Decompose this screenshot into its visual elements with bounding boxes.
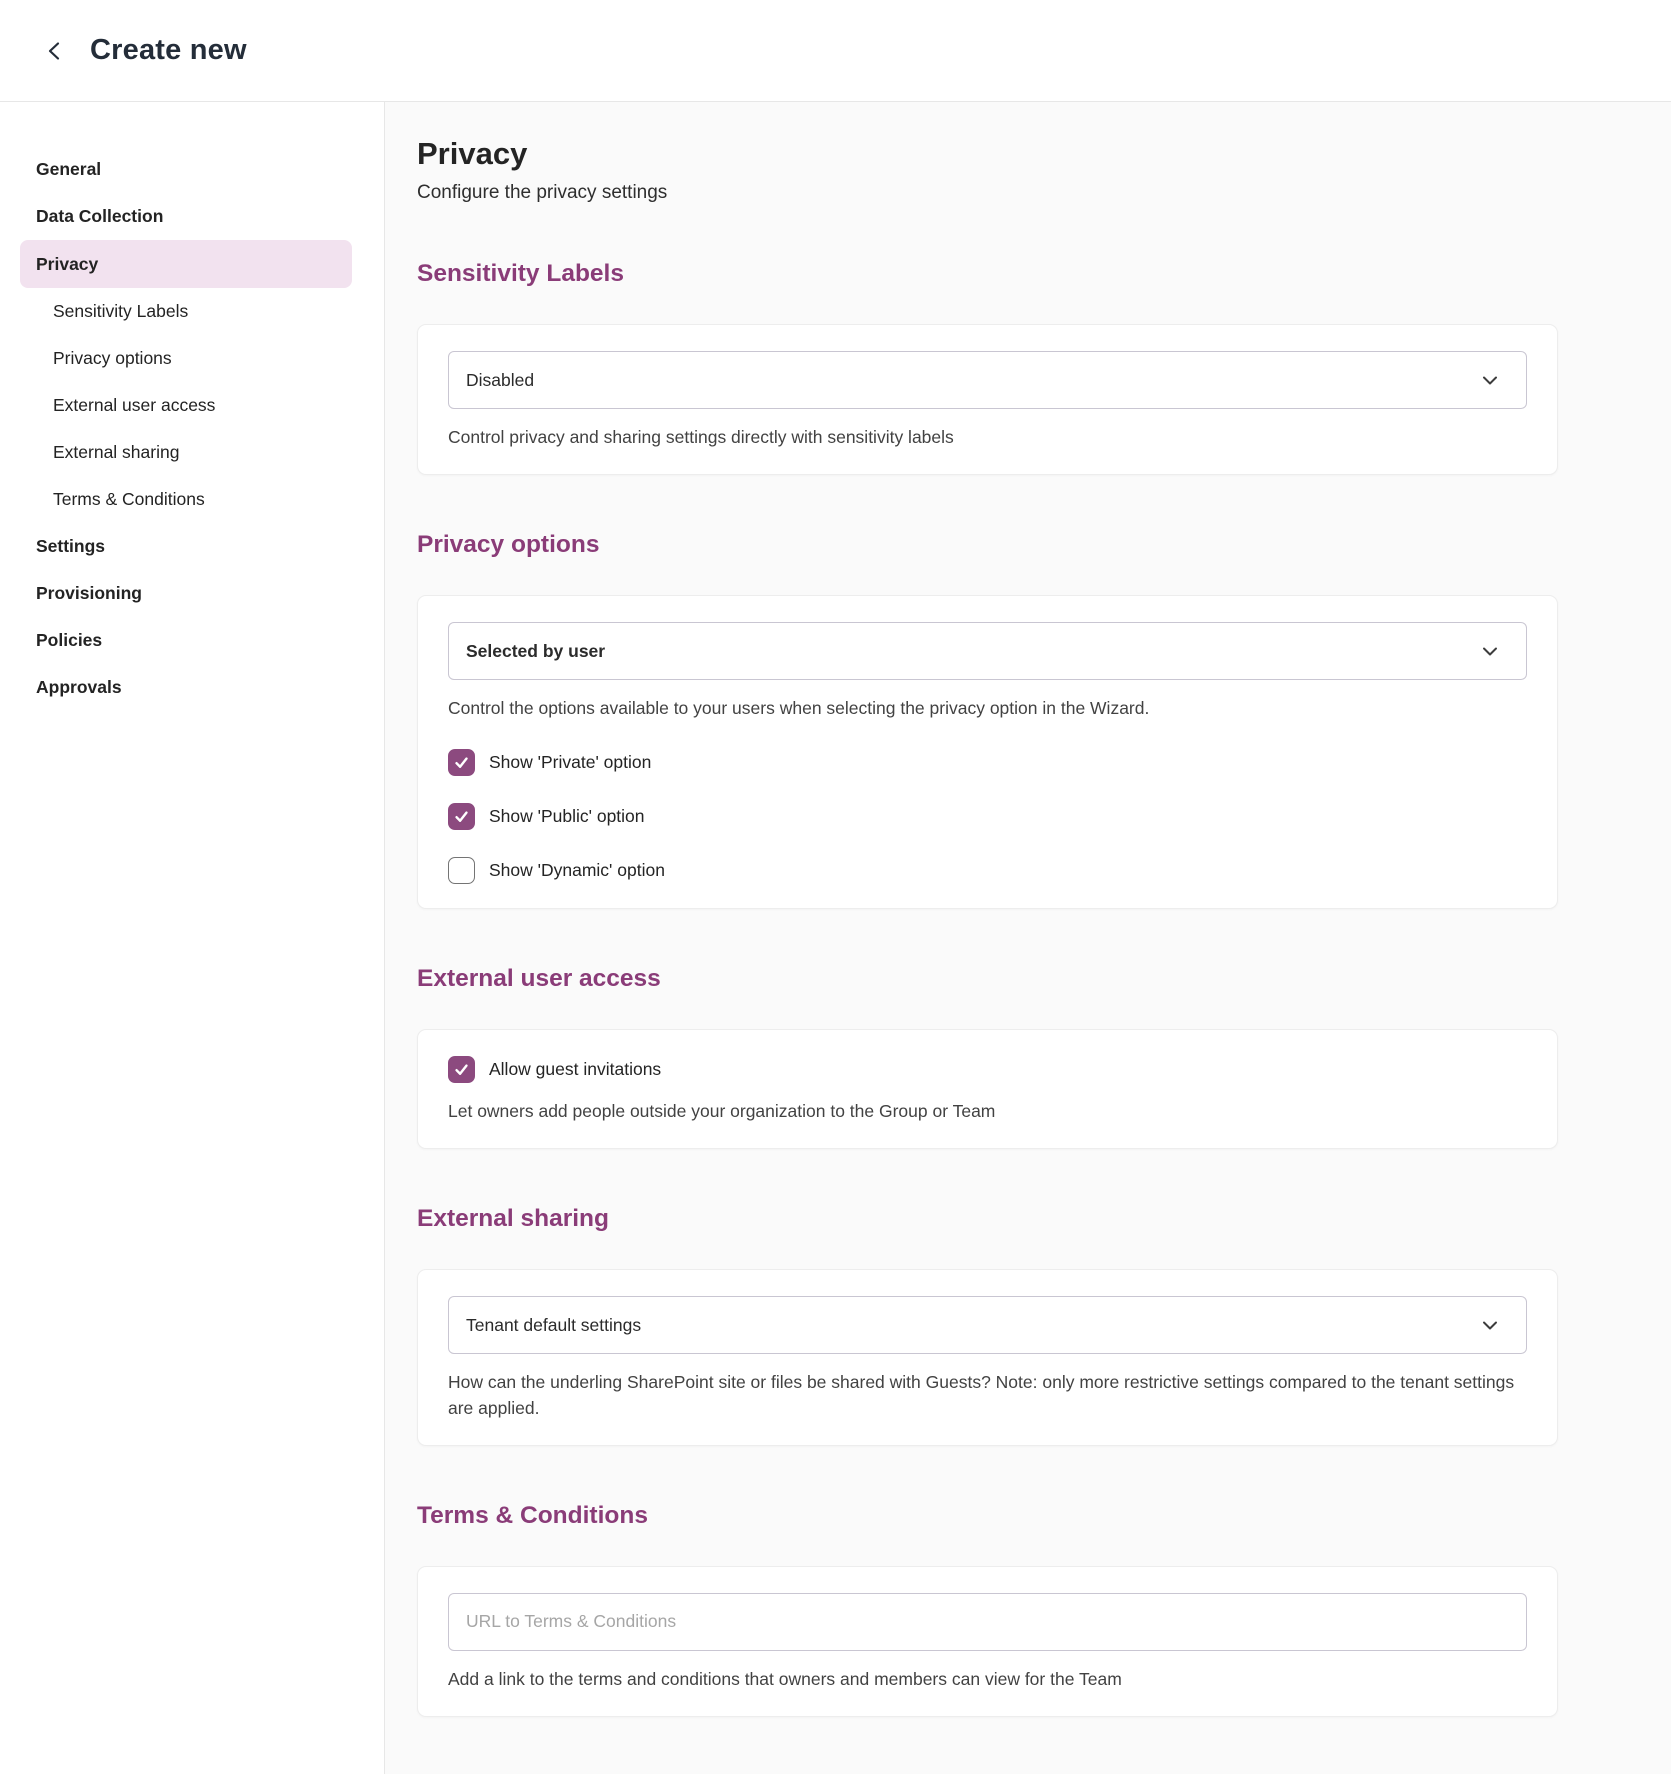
- show-public-option-label: Show 'Public' option: [489, 805, 645, 826]
- sidebar-item-data-collection[interactable]: Data Collection: [36, 206, 164, 226]
- sidebar-item-privacy[interactable]: Privacy: [20, 240, 352, 288]
- external-user-access-card: [417, 1029, 1558, 1149]
- allow-guest-invitations-row[interactable]: [448, 1056, 1527, 1083]
- chevron-down-icon: [1478, 368, 1502, 392]
- sidebar-item-external-user-access[interactable]: External user access: [53, 395, 216, 415]
- section-privacy-options: [417, 531, 1558, 908]
- sensitivity-labels-helper: Control privacy and sharing settings directly with sensitivity labels: [448, 427, 954, 447]
- chevron-left-icon: [43, 39, 67, 63]
- sidebar-item-general[interactable]: General: [36, 159, 102, 179]
- privacy-options-heading: Privacy options: [417, 531, 600, 559]
- back-button[interactable]: [38, 34, 72, 68]
- sidebar-item-provisioning[interactable]: Provisioning: [36, 583, 142, 603]
- terms-conditions-url-input[interactable]: [448, 1593, 1527, 1651]
- sidebar-item-approvals[interactable]: Approvals: [36, 677, 122, 697]
- chevron-down-icon: [1478, 1313, 1502, 1337]
- show-dynamic-option-row[interactable]: [448, 857, 1527, 884]
- external-sharing-heading: External sharing: [417, 1205, 609, 1233]
- sidebar-item-policies[interactable]: Policies: [36, 630, 103, 650]
- top-header: [0, 0, 1671, 102]
- checkmark-icon: [453, 1061, 470, 1078]
- checkmark-icon: [453, 808, 470, 825]
- privacy-options-helper: Control the options available to your users when selecting the privacy option in the Wizard.: [448, 698, 1150, 719]
- show-private-option-label: Show 'Private' option: [489, 751, 652, 772]
- privacy-settings-pane: [385, 102, 1671, 1774]
- settings-sidebar: [0, 102, 385, 1774]
- terms-conditions-card: [417, 1566, 1558, 1717]
- external-sharing-select[interactable]: [448, 1296, 1527, 1354]
- show-public-option-row[interactable]: [448, 803, 1527, 830]
- sidebar-item-external-sharing[interactable]: External sharing: [53, 442, 180, 462]
- section-sensitivity-labels: [417, 260, 1558, 475]
- terms-conditions-helper: Add a link to the terms and conditions that owners and members can view for the Team: [448, 1668, 1122, 1689]
- sensitivity-labels-heading: Sensitivity Labels: [417, 260, 624, 287]
- privacy-options-select[interactable]: [448, 622, 1527, 680]
- sensitivity-labels-card: [417, 324, 1558, 475]
- show-dynamic-option-label: Show 'Dynamic' option: [489, 859, 665, 880]
- page-subtitle: Configure the privacy settings: [417, 182, 668, 203]
- section-terms-conditions: [417, 1502, 1558, 1717]
- sidebar-item-sensitivity-labels[interactable]: Sensitivity Labels: [53, 301, 189, 321]
- page-title: Privacy: [417, 136, 528, 171]
- show-dynamic-option-checkbox[interactable]: [448, 857, 475, 884]
- app-title: Create new: [90, 34, 247, 66]
- sidebar-item-terms-conditions[interactable]: Terms & Conditions: [53, 489, 205, 509]
- checkmark-icon: [453, 754, 470, 771]
- external-user-access-heading: External user access: [417, 964, 661, 992]
- section-external-sharing: [417, 1205, 1558, 1446]
- privacy-options-select-value: Selected by user: [466, 640, 606, 661]
- sensitivity-labels-select-value: Disabled: [466, 369, 535, 390]
- privacy-options-card: [417, 595, 1558, 908]
- sensitivity-labels-select[interactable]: [448, 351, 1527, 409]
- sidebar-item-privacy-options[interactable]: Privacy options: [53, 348, 172, 368]
- chevron-down-icon: [1478, 639, 1502, 663]
- allow-guest-invitations-checkbox[interactable]: [448, 1056, 475, 1083]
- show-public-option-checkbox[interactable]: [448, 803, 475, 830]
- show-private-option-row[interactable]: [448, 749, 1527, 776]
- sidebar-item-settings[interactable]: Settings: [36, 536, 106, 556]
- external-sharing-select-value: Tenant default settings: [466, 1314, 642, 1335]
- show-private-option-checkbox[interactable]: [448, 749, 475, 776]
- allow-guest-invitations-label: Allow guest invitations: [489, 1058, 662, 1079]
- section-external-user-access: [417, 965, 1558, 1149]
- external-sharing-helper: How can the underling SharePoint site or files be shared with Guests? Note: only more restrictive settings compared to the tenant settings are applied.: [448, 1372, 1515, 1418]
- external-sharing-card: [417, 1269, 1558, 1446]
- external-user-access-helper: Let owners add people outside your organization to the Group or Team: [448, 1100, 996, 1121]
- terms-conditions-heading: Terms & Conditions: [417, 1501, 648, 1529]
